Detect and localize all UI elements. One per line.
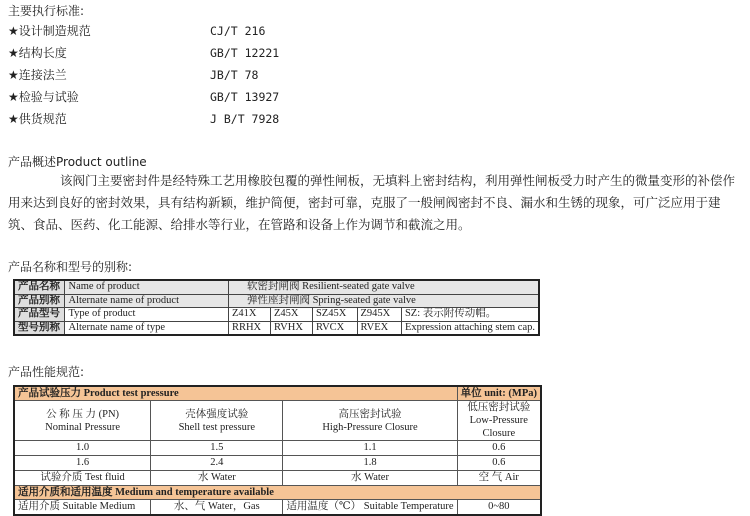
- table-cell: Z41X: [228, 308, 270, 322]
- product-name-table: [13, 279, 540, 336]
- table-cell: Z945X: [357, 308, 401, 322]
- table-cell: Name of product: [65, 280, 228, 294]
- table-row: [14, 486, 541, 500]
- table-cell: 1.1: [283, 441, 457, 456]
- standard-item: [8, 110, 279, 128]
- overview-title: 产品概述Product outline: [8, 155, 147, 169]
- table-cell: 2.4: [151, 456, 283, 471]
- table-cell: [151, 401, 283, 441]
- table-cell: 软密封闸阀 Resilient-seated gate valve: [228, 280, 539, 294]
- header-cn: 高压密封试验: [338, 408, 402, 420]
- table-cell: 弹性座封闸阀 Spring-seated gate valve: [228, 294, 539, 308]
- standard-name: ★设计制造规范: [8, 24, 91, 38]
- table-cell: Z45X: [270, 308, 312, 322]
- header-cn: 低压密封试验: [467, 402, 531, 413]
- standard-code: GB/T 12221: [210, 46, 280, 60]
- standard-item: [8, 44, 279, 62]
- standard-name: ★结构长度: [8, 46, 67, 60]
- table-cell: 适用介质 Suitable Medium: [14, 500, 151, 516]
- standard-name: ★供货规范: [8, 112, 67, 126]
- table-cell: SZ45X: [312, 308, 357, 322]
- performance-table: [13, 385, 542, 516]
- table-cell: 0.6: [457, 456, 541, 471]
- table-row: [14, 308, 539, 322]
- table-row: [14, 441, 541, 456]
- table-cell: 试验介质 Test fluid: [14, 471, 151, 486]
- table-cell: [457, 401, 541, 441]
- table-row: [14, 456, 541, 471]
- standard-code: GB/T 13927: [210, 90, 280, 104]
- table-cell: 产品型号: [14, 308, 65, 322]
- overview-text: 该阀门主要密封件是经特殊工艺用橡胶包覆的弹性闸板，无填料上密封结构，利用弹性闸板受力时产生的微量变形的补偿作用来达到良好的密封效果，具有结构新颖，维护简便，密封可靠，克服了一般闸阀密封不良、漏水和生锈的现象，可广泛应用于建筑、食品、医药、化工能源、给排水等行业，在管路和设备上作为调节和截流之用。: [8, 173, 736, 232]
- table-cell: 空 气 Air: [457, 471, 541, 486]
- table-cell: Type of product: [65, 308, 228, 322]
- table-cell: 产品别称: [14, 294, 65, 308]
- table-cell: 1.0: [14, 441, 151, 456]
- standard-item: [8, 66, 258, 84]
- table-cell: SZ: 表示附传动帽。: [401, 308, 539, 322]
- header-cn: 公 称 压 力 (PN): [46, 408, 120, 420]
- table-cell: 1.5: [151, 441, 283, 456]
- table-cell: RVCX: [312, 321, 357, 335]
- standards-title: 主要执行标准:: [8, 4, 85, 18]
- table-cell: RRHX: [228, 321, 270, 335]
- table-cell: 水、气 Water，Gas: [151, 500, 283, 516]
- table-cell: [283, 401, 457, 441]
- standard-name: ★检验与试验: [8, 90, 79, 104]
- table-row: [14, 280, 539, 294]
- header-en: Shell test pressure: [178, 421, 255, 433]
- standard-name: ★连接法兰: [8, 68, 67, 82]
- table-row: [14, 386, 541, 401]
- table-row: [14, 471, 541, 486]
- performance-title: 产品性能规范:: [8, 365, 85, 379]
- table-cell: [14, 401, 151, 441]
- table-cell: 水 Water: [283, 471, 457, 486]
- table-cell: 0.6: [457, 441, 541, 456]
- table-cell: 适用温度（℃） Suitable Temperature: [283, 500, 457, 516]
- table-cell: 产品试验压力 Product test pressure: [14, 386, 457, 401]
- header-cn: 壳体强度试验: [185, 408, 249, 420]
- standard-code: JB/T 78: [210, 68, 259, 82]
- standard-item: [8, 88, 279, 106]
- names-title: 产品名称和型号的别称:: [8, 260, 133, 274]
- table-cell: RVEX: [357, 321, 401, 335]
- table-cell: Alternate name of product: [65, 294, 228, 308]
- table-cell: 1.6: [14, 456, 151, 471]
- table-cell: 产品名称: [14, 280, 65, 294]
- table-cell: 单位 unit: (MPa): [457, 386, 541, 401]
- table-cell: 0~80: [457, 500, 541, 516]
- table-cell: 适用介质和适用温度 Medium and temperature available: [14, 486, 541, 500]
- table-cell: Alternate name of type: [65, 321, 228, 335]
- standard-item: [8, 22, 265, 40]
- table-cell: RVHX: [270, 321, 312, 335]
- table-cell: 型号别称: [14, 321, 65, 335]
- table-row: [14, 401, 541, 441]
- header-en: High-Pressure Closure: [322, 421, 418, 433]
- table-cell: 水 Water: [151, 471, 283, 486]
- standard-code: CJ/T 216: [210, 24, 266, 38]
- standard-code: J B/T 7928: [210, 112, 280, 126]
- header-en: Nominal Pressure: [45, 421, 121, 433]
- table-cell: 1.8: [283, 456, 457, 471]
- table-row: [14, 500, 541, 516]
- table-row: [14, 321, 539, 335]
- table-cell: Expression attaching stem cap.: [401, 321, 539, 335]
- table-row: [14, 294, 539, 308]
- header-en: Low-Pressure Closure: [469, 415, 528, 439]
